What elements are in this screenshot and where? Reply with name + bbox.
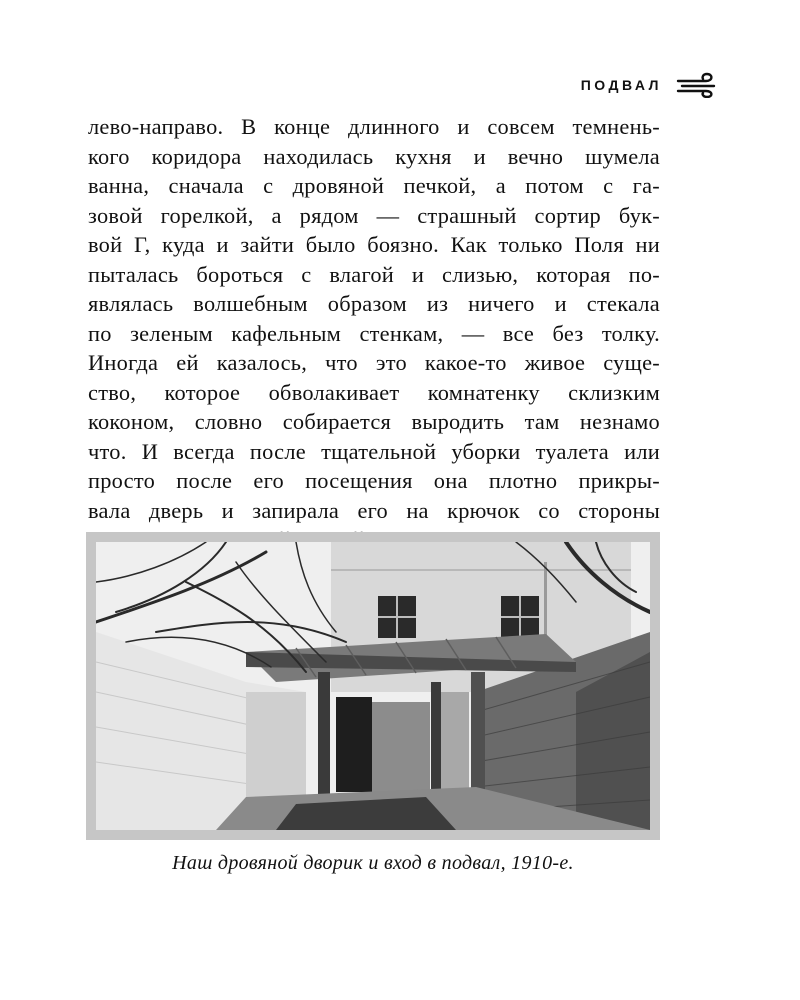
text-line: кого коридора находилась кухня и вечно шумела bbox=[88, 143, 660, 169]
body-text bbox=[88, 112, 660, 555]
courtyard-photo bbox=[96, 542, 650, 830]
text-line: являлась волшебным образом из ничего и стекала bbox=[88, 291, 660, 316]
text-line: Иногда ей казалось, что это какое-то живое суще- bbox=[88, 350, 660, 375]
page-header bbox=[581, 70, 718, 100]
figure-caption: Наш дровяной дворик и вход в подвал, 1910-е. bbox=[172, 852, 574, 874]
text-line: вала дверь и запирала его на крючок со стороны bbox=[88, 497, 660, 523]
text-line: ство, которое обволакивает комнатенку склизким bbox=[88, 379, 660, 405]
text-line: ванна, сначала с дровяной печкой, а потом с га- bbox=[88, 173, 660, 198]
section-title: ПОДВАЛ bbox=[580, 77, 662, 93]
text-line: коконом, словно собирается выродить там незнамо bbox=[88, 409, 660, 434]
text-line: лево-направо. В конце длинного и совсем темнень- bbox=[88, 114, 660, 139]
wind-icon bbox=[676, 72, 718, 98]
photo-frame bbox=[86, 532, 660, 840]
text-line: пыталась бороться с влагой и слизью, которая по- bbox=[88, 261, 660, 287]
text-line: что. И всегда после тщательной уборки туалета или bbox=[88, 438, 660, 464]
text-line: просто после его посещения она плотно прикры- bbox=[88, 468, 660, 493]
text-line: по зеленым кафельным стенкам, — все без толку. bbox=[88, 320, 660, 346]
text-line: вой Г, куда и зайти было боязно. Как только Поля ни bbox=[88, 232, 660, 257]
text-line: зовой горелкой, а рядом — страшный сортир бук- bbox=[88, 202, 660, 228]
